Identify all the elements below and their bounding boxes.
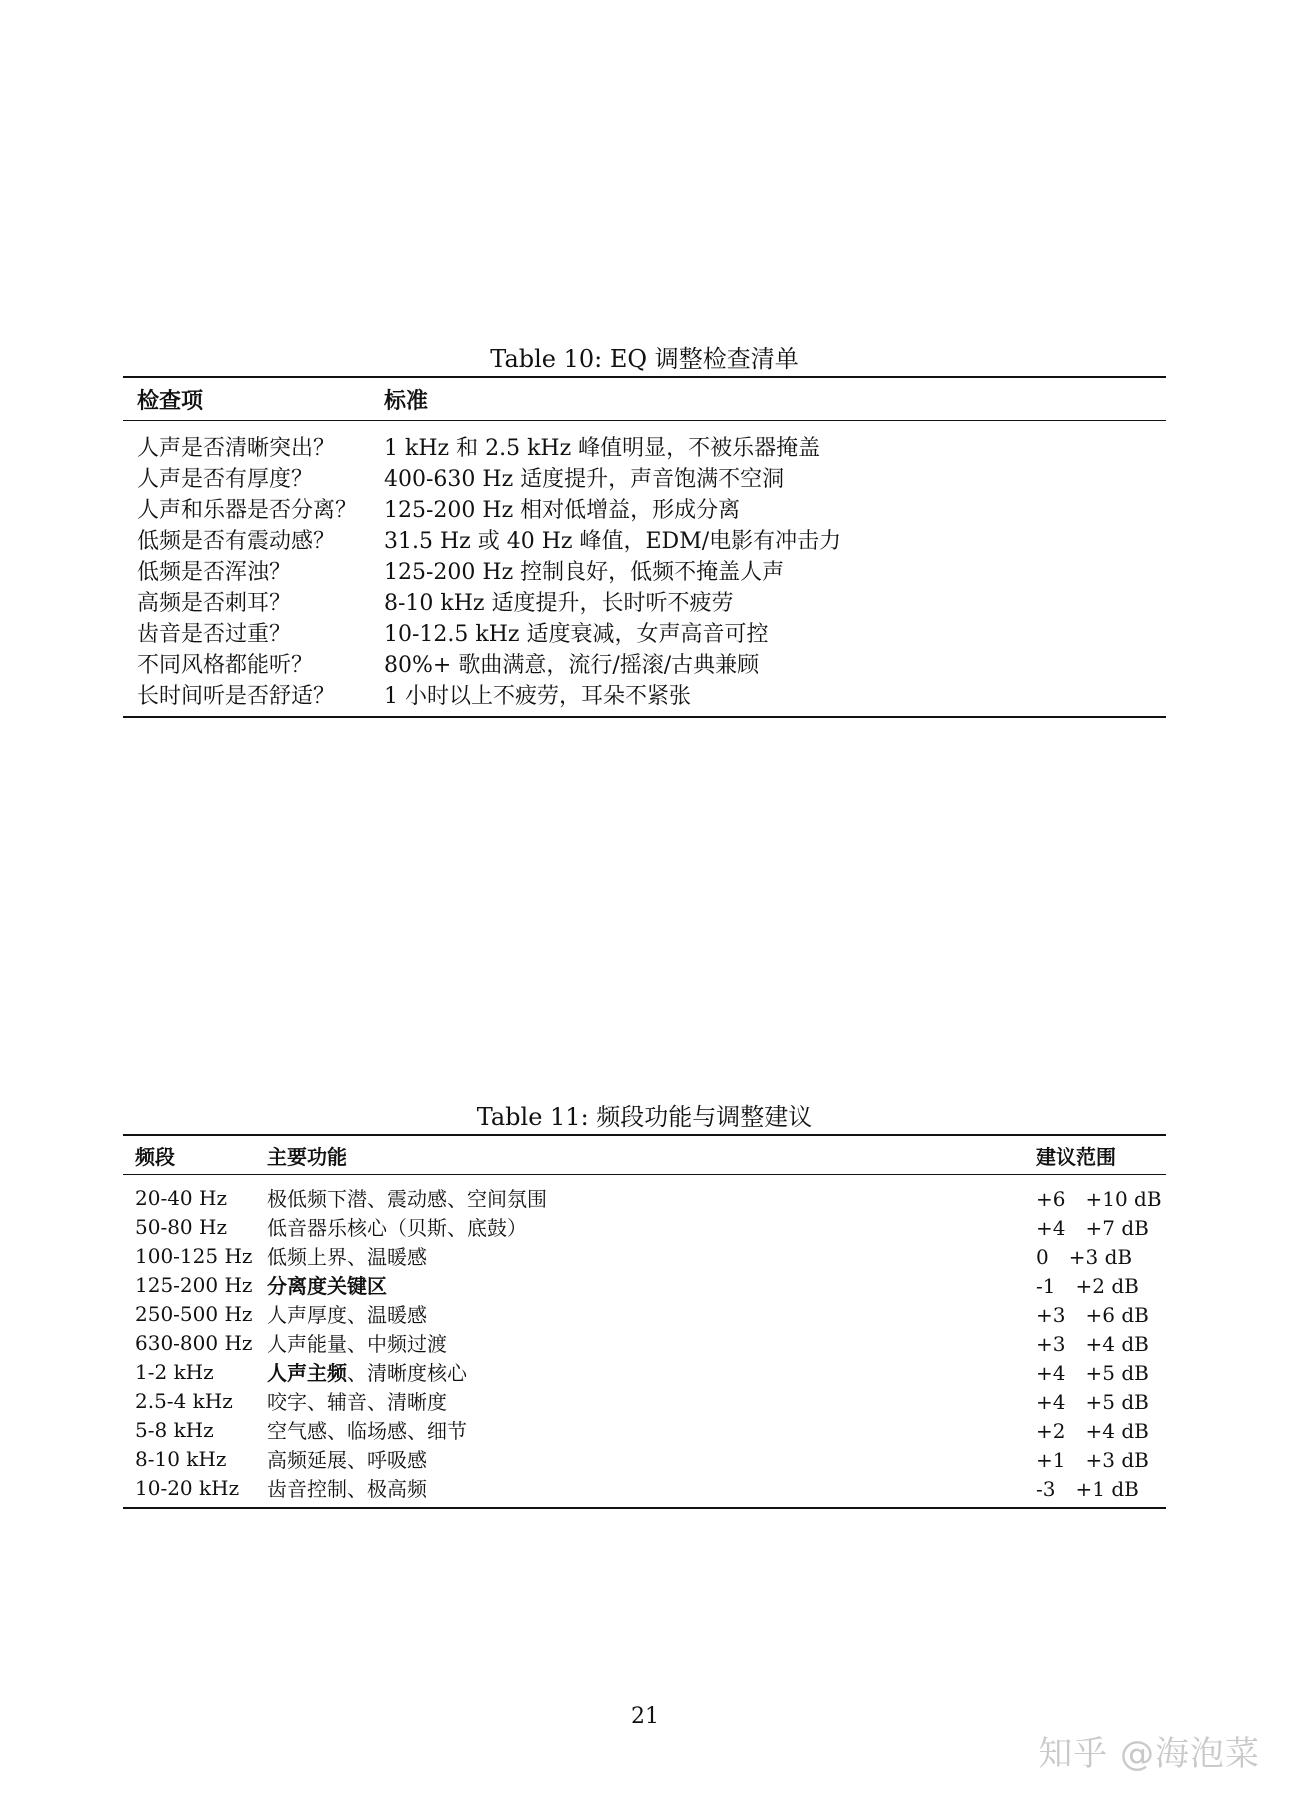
column-header-standard: 标准 — [384, 388, 429, 414]
table-row — [123, 1299, 1166, 1328]
function-cell: 咬字、辅音、清晰度 — [267, 1390, 447, 1414]
function-cell: 低音器乐核心（贝斯、底鼓） — [267, 1216, 527, 1240]
bottom-rule — [123, 716, 1166, 718]
standard-cell: 1 kHz 和 2.5 kHz 峰值明显，不被乐器掩盖 — [384, 436, 821, 461]
range-cell: +3 +4 dB — [1036, 1332, 1149, 1356]
range-cell: +1 +3 dB — [1036, 1448, 1149, 1472]
function-cell: 空气感、临场感、细节 — [267, 1419, 467, 1443]
check-item-cell: 低频是否浑浊？ — [137, 560, 292, 585]
range-cell: +4 +5 dB — [1036, 1390, 1149, 1414]
table-row — [123, 1212, 1166, 1241]
column-header-check-item: 检查项 — [137, 388, 204, 414]
table-row — [123, 431, 1166, 462]
table-row — [123, 524, 1166, 555]
function-cell: 分离度关键区 — [267, 1274, 387, 1298]
column-header-function: 主要功能 — [267, 1144, 347, 1169]
standard-cell: 125-200 Hz 相对低增益，形成分离 — [384, 498, 741, 523]
table-row — [123, 1415, 1166, 1444]
table-10 — [123, 342, 1166, 718]
watermark: 知乎 @海泡菜 — [1038, 1734, 1260, 1774]
band-cell: 1-2 kHz — [135, 1359, 214, 1384]
table-row — [123, 679, 1166, 710]
table-row — [123, 1386, 1166, 1415]
column-header-band: 频段 — [135, 1144, 175, 1169]
table-row — [123, 586, 1166, 617]
range-cell: +4 +5 dB — [1036, 1361, 1149, 1385]
check-item-cell: 齿音是否过重？ — [137, 622, 292, 647]
table-row — [123, 1241, 1166, 1270]
standard-cell: 80%+ 歌曲满意，流行/摇滚/古典兼顾 — [384, 653, 760, 678]
band-cell: 20-40 Hz — [135, 1185, 227, 1210]
range-cell: +6 +10 dB — [1036, 1187, 1162, 1211]
page-number: 21 — [631, 1704, 659, 1729]
table-row — [123, 1328, 1166, 1357]
range-cell: -1 +2 dB — [1036, 1274, 1139, 1298]
band-cell: 125-200 Hz — [135, 1272, 253, 1297]
function-cell: 齿音控制、极高频 — [267, 1477, 427, 1501]
range-cell: +4 +7 dB — [1036, 1216, 1149, 1240]
table-11-body — [123, 1175, 1166, 1507]
standard-cell: 1 小时以上不疲劳，耳朵不紧张 — [384, 684, 691, 709]
band-cell: 250-500 Hz — [135, 1301, 253, 1326]
band-cell: 5-8 kHz — [135, 1417, 214, 1442]
band-cell: 8-10 kHz — [135, 1446, 227, 1471]
standard-cell: 10-12.5 kHz 适度衰减，女声高音可控 — [384, 622, 769, 647]
table-row — [123, 1473, 1166, 1502]
band-cell: 100-125 Hz — [135, 1243, 253, 1268]
band-cell: 10-20 kHz — [135, 1475, 240, 1500]
function-cell: 人声主频、清晰度核心 — [267, 1361, 467, 1385]
band-cell: 50-80 Hz — [135, 1214, 227, 1239]
standard-cell: 125-200 Hz 控制良好，低频不掩盖人声 — [384, 560, 785, 585]
table-row — [123, 1183, 1166, 1212]
check-item-cell: 人声是否有厚度？ — [137, 467, 314, 492]
bottom-rule — [123, 1507, 1166, 1509]
check-item-cell: 人声是否清晰突出？ — [137, 436, 336, 461]
range-cell: +2 +4 dB — [1036, 1419, 1149, 1443]
table-10-caption: Table 10: EQ 调整检查清单 — [490, 345, 799, 373]
function-cell: 人声厚度、温暖感 — [267, 1303, 427, 1327]
range-cell: -3 +1 dB — [1036, 1477, 1139, 1501]
check-item-cell: 长时间听是否舒适？ — [137, 684, 336, 709]
function-cell: 高频延展、呼吸感 — [267, 1448, 427, 1472]
function-cell: 人声能量、中频过渡 — [267, 1332, 447, 1356]
table-11 — [123, 1100, 1166, 1509]
function-cell: 极低频下潜、震动感、空间氛围 — [267, 1187, 547, 1211]
range-cell: 0 +3 dB — [1036, 1245, 1133, 1269]
table-row — [123, 1270, 1166, 1299]
table-10-grid — [123, 378, 1166, 420]
table-row — [123, 648, 1166, 679]
table-10-body — [123, 421, 1166, 716]
table-row — [123, 462, 1166, 493]
table-row — [123, 1444, 1166, 1473]
header-row — [123, 378, 1166, 420]
table-11-caption: Table 11: 频段功能与调整建议 — [476, 1103, 813, 1131]
check-item-cell: 高频是否刺耳？ — [137, 591, 292, 616]
function-cell: 低频上界、温暖感 — [267, 1245, 427, 1269]
table-row — [123, 555, 1166, 586]
band-cell: 630-800 Hz — [135, 1330, 253, 1355]
header-row — [123, 1136, 1166, 1174]
table-row — [123, 617, 1166, 648]
standard-cell: 31.5 Hz 或 40 Hz 峰值，EDM/电影有冲击力 — [384, 529, 842, 554]
table-row — [123, 1357, 1166, 1386]
check-item-cell: 不同风格都能听？ — [137, 653, 314, 678]
check-item-cell: 人声和乐器是否分离？ — [137, 498, 358, 523]
table-row — [123, 493, 1166, 524]
standard-cell: 8-10 kHz 适度提升，长时听不疲劳 — [384, 591, 734, 616]
standard-cell: 400-630 Hz 适度提升，声音饱满不空洞 — [384, 467, 785, 492]
band-cell: 2.5-4 kHz — [135, 1388, 233, 1413]
check-item-cell: 低频是否有震动感？ — [137, 529, 336, 554]
table-11-grid — [123, 1136, 1166, 1174]
column-header-range: 建议范围 — [1036, 1144, 1116, 1169]
range-cell: +3 +6 dB — [1036, 1303, 1149, 1327]
